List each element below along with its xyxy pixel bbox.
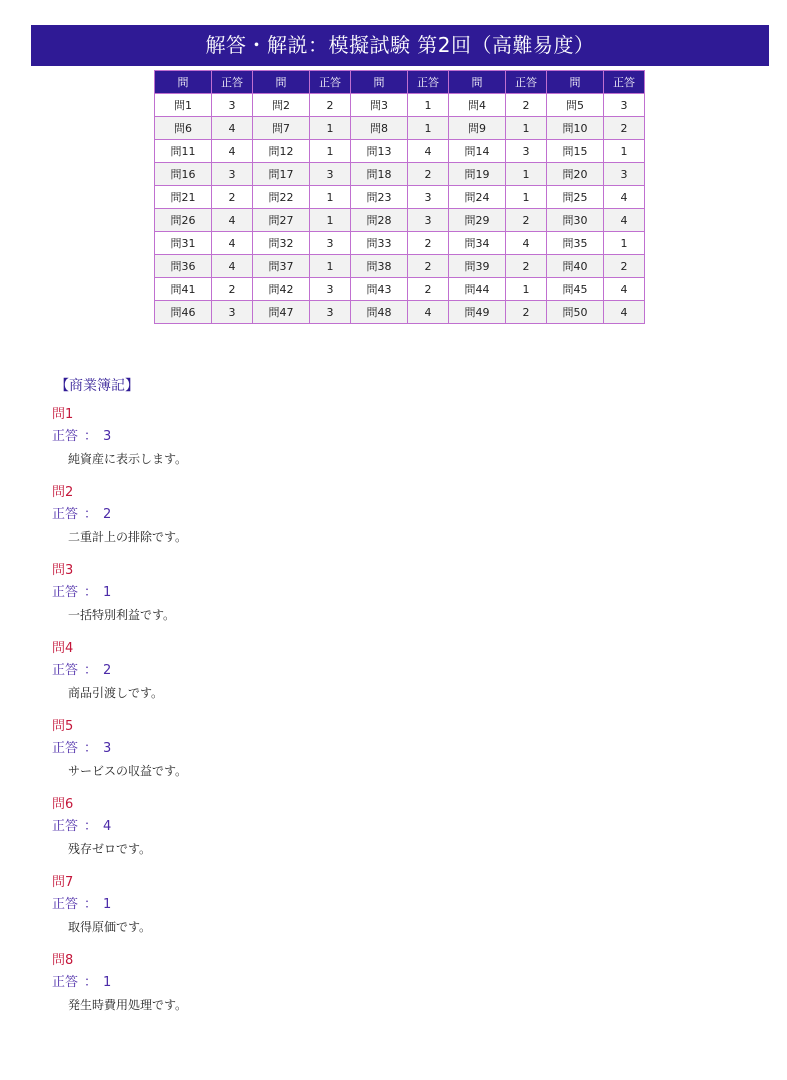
explanation-text: 一括特別利益です。 (68, 608, 176, 622)
question-number-cell: 問40 (547, 255, 604, 278)
question-number-cell: 問31 (155, 232, 212, 255)
answer-colon: ： (84, 897, 98, 912)
correct-answer-cell: 2 (604, 117, 645, 140)
section-heading: 【商業簿記】 (55, 378, 139, 394)
answer-value: 2 (103, 507, 112, 522)
answer-prefix: 正答 (52, 507, 79, 522)
answer-colon: ： (84, 819, 98, 834)
correct-answer-cell: 1 (506, 117, 547, 140)
question-number-cell: 問17 (253, 163, 310, 186)
question-label: 問3 (52, 563, 74, 578)
correct-answer-cell: 1 (310, 209, 351, 232)
question-number-cell: 問3 (351, 94, 408, 117)
answer-value: 3 (103, 429, 112, 444)
question-number-cell: 問22 (253, 186, 310, 209)
answer-prefix: 正答 (52, 741, 79, 756)
explanation-text: 発生時費用処理です。 (68, 998, 188, 1012)
correct-answer-cell: 4 (212, 140, 253, 163)
question-number-cell: 問8 (351, 117, 408, 140)
correct-answer-cell: 4 (212, 232, 253, 255)
question-number-cell: 問35 (547, 232, 604, 255)
question-number-cell: 問49 (449, 301, 506, 324)
table-row (155, 301, 645, 324)
column-header-answer: 正答 (408, 71, 449, 94)
question-label: 問8 (52, 953, 74, 968)
question-number-cell: 問21 (155, 186, 212, 209)
correct-answer-label (52, 738, 752, 760)
correct-answer-cell: 3 (212, 301, 253, 324)
correct-answer-cell: 2 (212, 278, 253, 301)
answer-prefix: 正答 (52, 975, 79, 990)
question-number-cell: 問23 (351, 186, 408, 209)
explanation-text: 純資産に表示します。 (68, 452, 188, 466)
correct-answer-cell: 3 (506, 140, 547, 163)
explanation-item (52, 560, 752, 638)
answer-value: 3 (103, 741, 112, 756)
correct-answer-cell: 3 (310, 163, 351, 186)
correct-answer-cell: 2 (506, 301, 547, 324)
correct-answer-cell: 3 (310, 301, 351, 324)
question-number-cell: 問36 (155, 255, 212, 278)
answer-value: 1 (103, 975, 112, 990)
explanation-item (52, 950, 752, 1028)
column-header-question: 問 (351, 71, 408, 94)
correct-answer-cell: 3 (604, 163, 645, 186)
question-number-cell: 問34 (449, 232, 506, 255)
correct-answer-cell: 1 (310, 186, 351, 209)
table-row (155, 94, 645, 117)
correct-answer-cell: 1 (310, 140, 351, 163)
correct-answer-cell: 2 (212, 186, 253, 209)
question-label: 問2 (52, 485, 74, 500)
column-header-question: 問 (449, 71, 506, 94)
answer-prefix: 正答 (52, 429, 79, 444)
correct-answer-cell: 3 (212, 94, 253, 117)
explanation-item (52, 794, 752, 872)
answer-value: 1 (103, 897, 112, 912)
correct-answer-cell: 2 (506, 255, 547, 278)
correct-answer-cell: 2 (408, 278, 449, 301)
correct-answer-cell: 4 (408, 301, 449, 324)
correct-answer-cell: 3 (408, 186, 449, 209)
column-header-answer: 正答 (604, 71, 645, 94)
question-number-cell: 問4 (449, 94, 506, 117)
question-label: 問5 (52, 719, 74, 734)
column-header-answer: 正答 (212, 71, 253, 94)
column-header-answer: 正答 (506, 71, 547, 94)
table-row (155, 186, 645, 209)
table-row (155, 255, 645, 278)
correct-answer-cell: 3 (212, 163, 253, 186)
answer-table-body (155, 94, 645, 324)
question-number-cell: 問16 (155, 163, 212, 186)
question-number-cell: 問2 (253, 94, 310, 117)
explanation-item (52, 716, 752, 794)
question-number-cell: 問39 (449, 255, 506, 278)
question-number-cell: 問37 (253, 255, 310, 278)
correct-answer-cell: 2 (506, 209, 547, 232)
answer-value: 2 (103, 663, 112, 678)
answer-prefix: 正答 (52, 585, 79, 600)
correct-answer-cell: 1 (604, 140, 645, 163)
correct-answer-cell: 4 (212, 209, 253, 232)
correct-answer-cell: 4 (212, 117, 253, 140)
question-number-cell: 問50 (547, 301, 604, 324)
answer-prefix: 正答 (52, 819, 79, 834)
question-number-cell: 問43 (351, 278, 408, 301)
question-number-cell: 問12 (253, 140, 310, 163)
correct-answer-cell: 1 (408, 117, 449, 140)
question-number-cell: 問25 (547, 186, 604, 209)
correct-answer-cell: 4 (604, 301, 645, 324)
correct-answer-cell: 1 (506, 186, 547, 209)
question-number-cell: 問41 (155, 278, 212, 301)
correct-answer-cell: 3 (408, 209, 449, 232)
question-number-cell: 問27 (253, 209, 310, 232)
correct-answer-cell: 4 (212, 255, 253, 278)
explanation-text: 残存ゼロです。 (68, 842, 152, 856)
correct-answer-cell: 4 (408, 140, 449, 163)
correct-answer-cell: 4 (604, 278, 645, 301)
correct-answer-cell: 3 (310, 232, 351, 255)
column-header-answer: 正答 (310, 71, 351, 94)
answer-prefix: 正答 (52, 663, 79, 678)
explanation-text: 取得原価です。 (68, 920, 152, 934)
correct-answer-label (52, 660, 752, 682)
answer-table (154, 70, 645, 324)
table-row (155, 232, 645, 255)
explanation-item (52, 404, 752, 482)
table-row (155, 278, 645, 301)
correct-answer-cell: 1 (604, 232, 645, 255)
correct-answer-cell: 4 (604, 209, 645, 232)
answer-colon: ： (84, 663, 98, 678)
explanation-text: 二重計上の排除です。 (68, 530, 188, 544)
explanation-item (52, 638, 752, 716)
answer-colon: ： (84, 975, 98, 990)
question-number-cell: 問26 (155, 209, 212, 232)
question-number-cell: 問38 (351, 255, 408, 278)
question-number-cell: 問24 (449, 186, 506, 209)
question-number-cell: 問32 (253, 232, 310, 255)
table-row (155, 140, 645, 163)
explanation-item (52, 482, 752, 560)
question-label: 問7 (52, 875, 74, 890)
table-row (155, 163, 645, 186)
correct-answer-cell: 1 (310, 255, 351, 278)
correct-answer-cell: 2 (310, 94, 351, 117)
question-number-cell: 問11 (155, 140, 212, 163)
table-header-row (155, 71, 645, 94)
question-number-cell: 問14 (449, 140, 506, 163)
column-header-question: 問 (155, 71, 212, 94)
correct-answer-cell: 1 (506, 163, 547, 186)
question-number-cell: 問10 (547, 117, 604, 140)
correct-answer-cell: 2 (408, 232, 449, 255)
explanation-item (52, 872, 752, 950)
question-number-cell: 問46 (155, 301, 212, 324)
question-number-cell: 問1 (155, 94, 212, 117)
question-number-cell: 問13 (351, 140, 408, 163)
correct-answer-label (52, 426, 752, 448)
explanation-text: 商品引渡しです。 (68, 686, 164, 700)
correct-answer-cell: 1 (408, 94, 449, 117)
question-number-cell: 問45 (547, 278, 604, 301)
correct-answer-cell: 3 (604, 94, 645, 117)
table-row (155, 209, 645, 232)
answer-colon: ： (84, 507, 98, 522)
question-number-cell: 問9 (449, 117, 506, 140)
question-number-cell: 問29 (449, 209, 506, 232)
correct-answer-label (52, 504, 752, 526)
correct-answer-cell: 2 (506, 94, 547, 117)
page-title: 解答・解説：模擬試験 第2回（高難易度） (31, 25, 769, 66)
question-number-cell: 問5 (547, 94, 604, 117)
correct-answer-cell: 2 (408, 255, 449, 278)
question-number-cell: 問20 (547, 163, 604, 186)
question-number-cell: 問15 (547, 140, 604, 163)
question-number-cell: 問48 (351, 301, 408, 324)
question-number-cell: 問18 (351, 163, 408, 186)
correct-answer-cell: 1 (310, 117, 351, 140)
correct-answer-label (52, 816, 752, 838)
explanation-text: サービスの収益です。 (68, 764, 188, 778)
question-number-cell: 問44 (449, 278, 506, 301)
question-number-cell: 問6 (155, 117, 212, 140)
answer-value: 4 (103, 819, 112, 834)
correct-answer-label (52, 582, 752, 604)
question-number-cell: 問33 (351, 232, 408, 255)
correct-answer-cell: 1 (506, 278, 547, 301)
question-label: 問1 (52, 407, 74, 422)
question-label: 問4 (52, 641, 74, 656)
question-number-cell: 問30 (547, 209, 604, 232)
column-header-question: 問 (253, 71, 310, 94)
correct-answer-cell: 4 (506, 232, 547, 255)
question-number-cell: 問7 (253, 117, 310, 140)
correct-answer-cell: 3 (310, 278, 351, 301)
explanation-list (52, 404, 752, 1028)
answer-colon: ： (84, 429, 98, 444)
question-number-cell: 問47 (253, 301, 310, 324)
question-number-cell: 問28 (351, 209, 408, 232)
column-header-question: 問 (547, 71, 604, 94)
correct-answer-label (52, 972, 752, 994)
answer-colon: ： (84, 585, 98, 600)
question-number-cell: 問19 (449, 163, 506, 186)
answer-prefix: 正答 (52, 897, 79, 912)
correct-answer-label (52, 894, 752, 916)
answer-colon: ： (84, 741, 98, 756)
question-label: 問6 (52, 797, 74, 812)
correct-answer-cell: 2 (408, 163, 449, 186)
correct-answer-cell: 4 (604, 186, 645, 209)
table-row (155, 117, 645, 140)
answer-value: 1 (103, 585, 112, 600)
question-number-cell: 問42 (253, 278, 310, 301)
correct-answer-cell: 2 (604, 255, 645, 278)
